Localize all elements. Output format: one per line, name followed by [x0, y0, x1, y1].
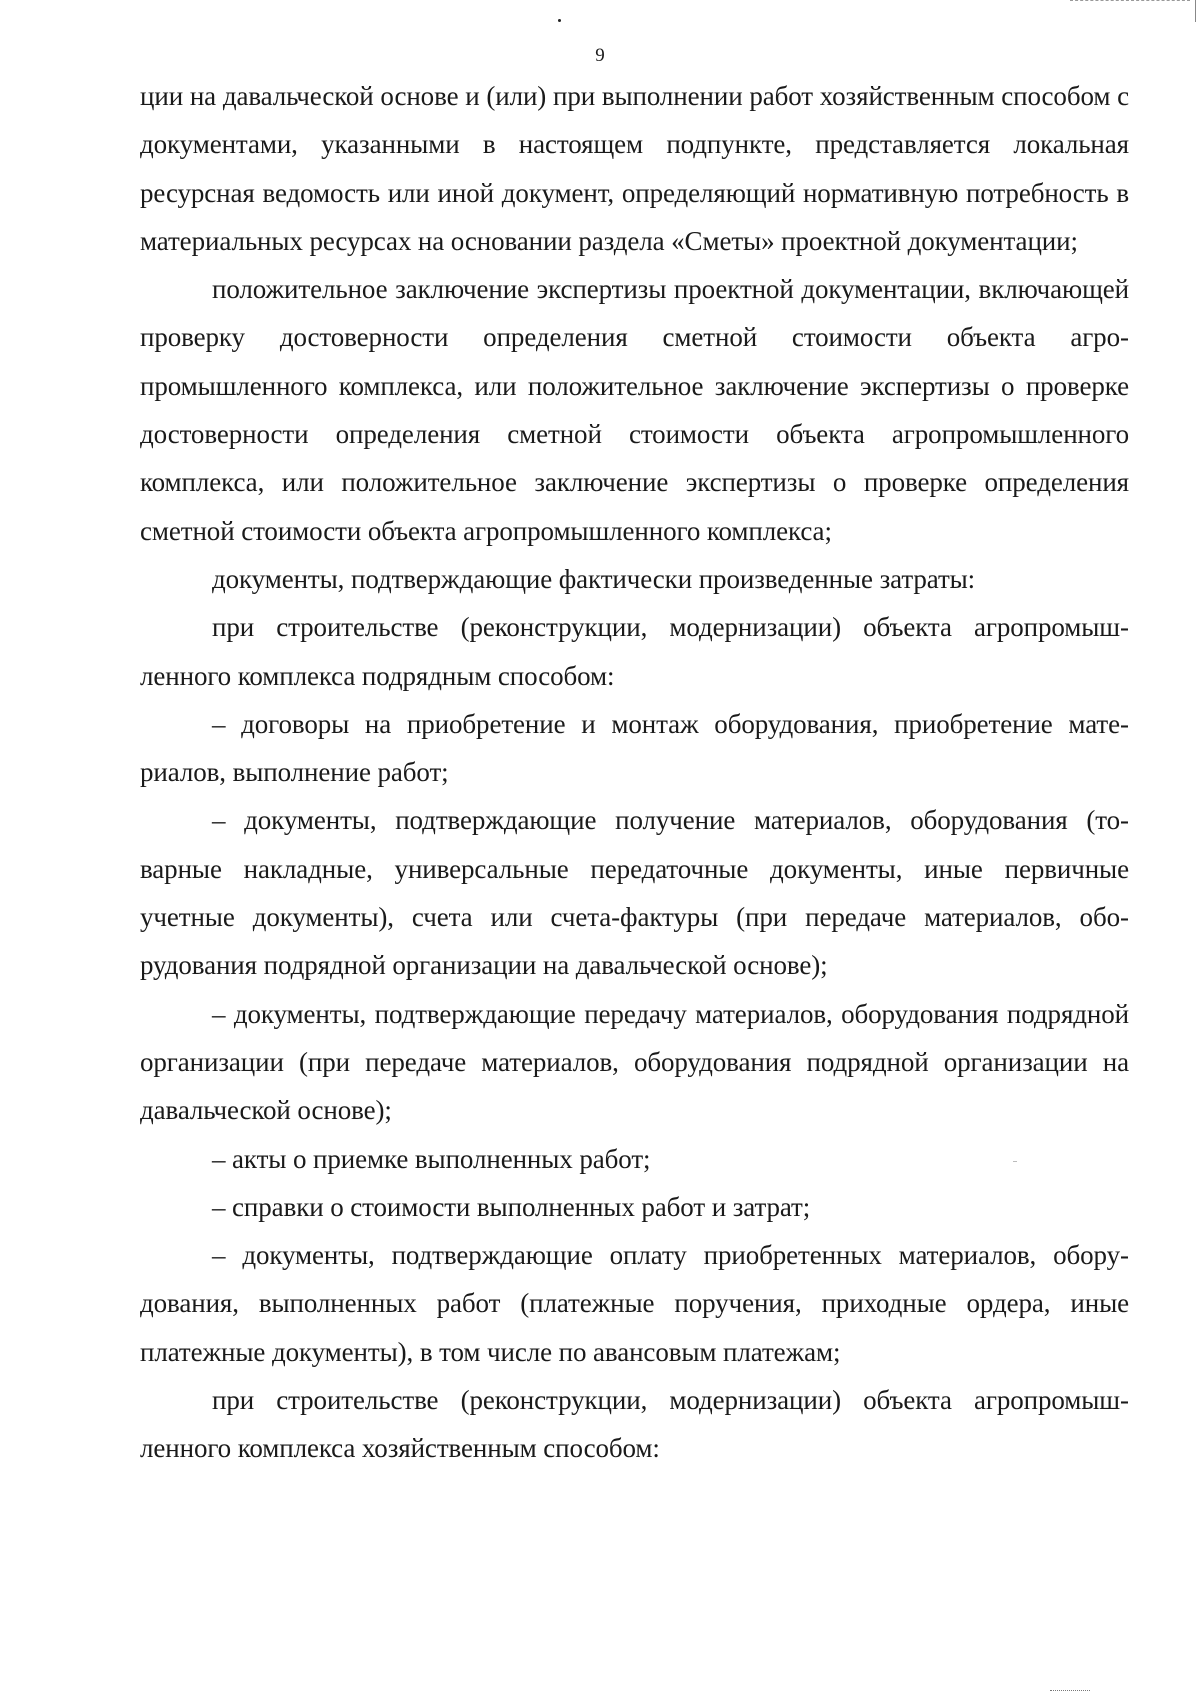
- list-item-contracts: – договоры на приобретение и монтаж оборудования, приобретение материалов, выполнение работ;: [140, 708, 1129, 788]
- document-body: [140, 72, 1129, 1473]
- paragraph-contract-method: при строительстве (реконструкции, модернизации) объекта агропромышленного комплекса подрядным способом:: [140, 612, 1129, 691]
- scan-dot-artifact: [558, 19, 561, 22]
- paragraph-economic-method: при строительстве (реконструкции, модернизации) объекта агропромышленного комплекса хозяйственным способом:: [140, 1385, 1129, 1464]
- scan-edge-artifact-side: [1195, 0, 1196, 22]
- scan-edge-artifact-bottom: [1050, 1686, 1090, 1691]
- paragraph-expert-conclusion: положительное заключение экспертизы проектной документации, включающей проверку достоверности определения сметной стоимости объекта агропромышленного комплекса, или положительное заключение экспертизы о проверке достоверности определения сметной стоимости объекта агропромышленного комплекса, или положительное заключение экспертизы о проверке определения сметной стоимости объекта агропромышленного комплекса;: [140, 274, 1129, 546]
- list-item-payment-documents: – документы, подтверждающие оплату приобретенных материалов, оборудования, выполненных работ (платежные поручения, приходные ордера, иные платежные документы), в том числе по авансовым платежам;: [140, 1240, 1129, 1367]
- list-item-receipt-documents: – документы, подтверждающие получение материалов, оборудования (товарные накладные, универсальные передаточные документы, иные первичные учетные документы), счета или счета-фактуры (при передаче материалов, оборудования подрядной организации на давальческой основе);: [140, 805, 1129, 981]
- paragraph-continuation: ции на давальческой основе и (или) при выполнении работ хозяйственным способом с документами, указанными в настоящем подпункте, представляется локальная ресурсная ведомость или иной документ, определяющий нормативную потребность в материальных ресурсах на основании раздела «Сметы» проектной документации;: [140, 81, 1129, 256]
- list-item-acceptance-acts: – акты о приемке выполненных работ;: [212, 1143, 651, 1174]
- paragraph-cost-documents: документы, подтверждающие фактически произведенные затраты:: [212, 563, 976, 594]
- list-item-transfer-documents: – документы, подтверждающие передачу материалов, оборудования подрядной организации (при передаче материалов, оборудования подрядной организации на давальческой основе);: [140, 998, 1129, 1126]
- scan-edge-artifact-top: [1070, 0, 1190, 7]
- page-number: 9: [595, 45, 605, 66]
- list-item-cost-certificates: – справки о стоимости выполненных работ и затрат;: [212, 1191, 811, 1222]
